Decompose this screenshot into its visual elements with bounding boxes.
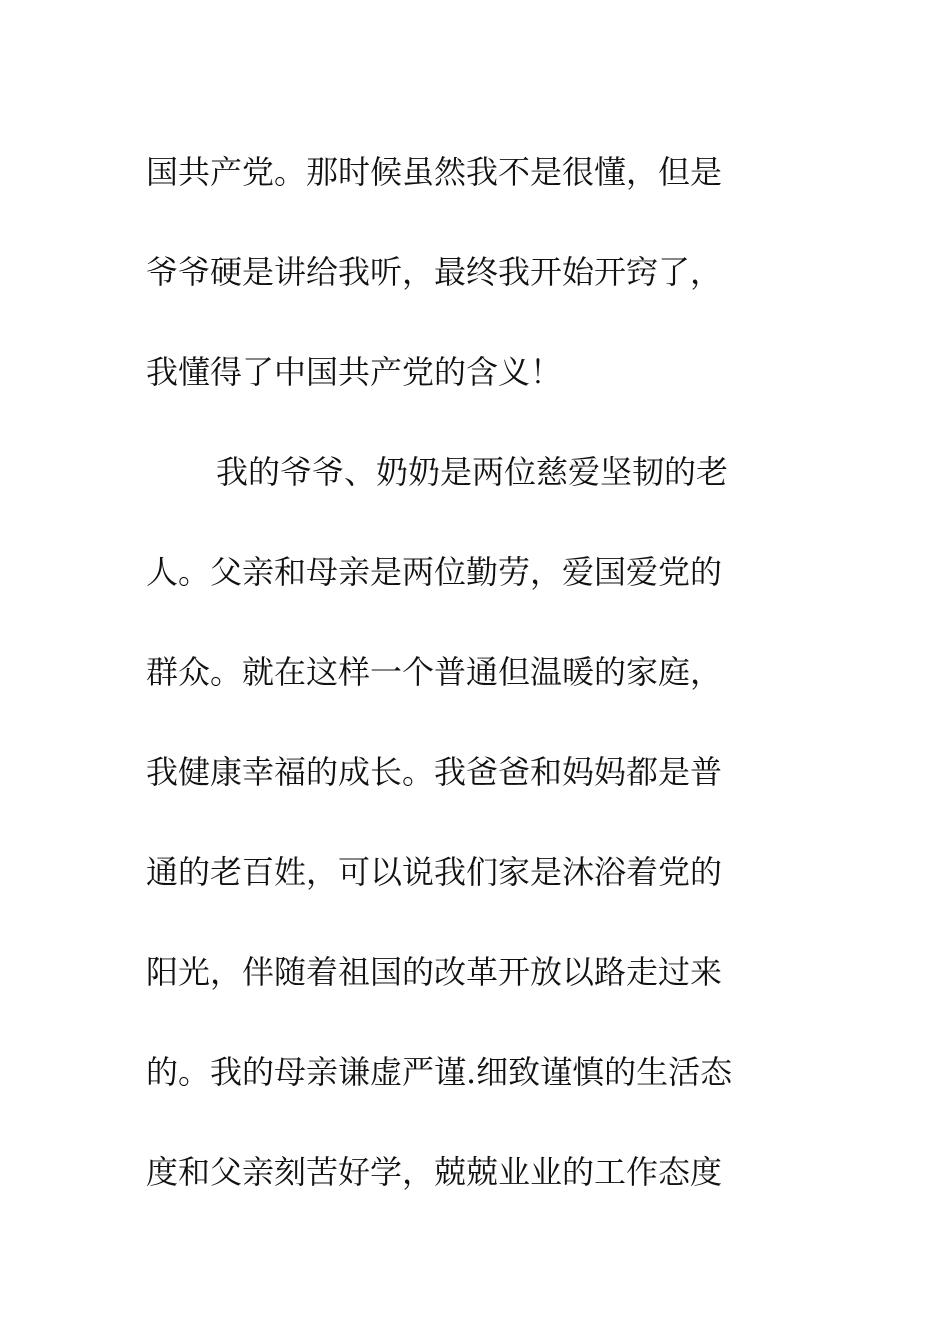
- text-line: 我懂得了中国共产党的含义！: [146, 353, 563, 391]
- text-line: 人。父亲和母亲是两位勤劳，爱国爱党的: [146, 553, 723, 591]
- text-line: 阳光，伴随着祖国的改革开放以路走过来: [146, 953, 723, 991]
- paragraph-start-line: 我的爷爷、奶奶是两位慈爱坚韧的老: [216, 453, 729, 491]
- text-line: 度和父亲刻苦好学，兢兢业业的工作态度: [146, 1153, 723, 1191]
- text-line: 爷爷硬是讲给我听，最终我开始开窍了，: [146, 253, 723, 291]
- text-line: 的。我的母亲谦虚严谨.细致谨慎的生活态: [146, 1053, 733, 1091]
- text-line: 我健康幸福的成长。我爸爸和妈妈都是普: [146, 753, 723, 791]
- text-line: 国共产党。那时候虽然我不是很懂，但是: [146, 153, 723, 191]
- text-line: 通的老百姓，可以说我们家是沐浴着党的: [146, 853, 723, 891]
- body-text: [146, 122, 806, 1222]
- text-line: 群众。就在这样一个普通但温暖的家庭，: [146, 653, 723, 691]
